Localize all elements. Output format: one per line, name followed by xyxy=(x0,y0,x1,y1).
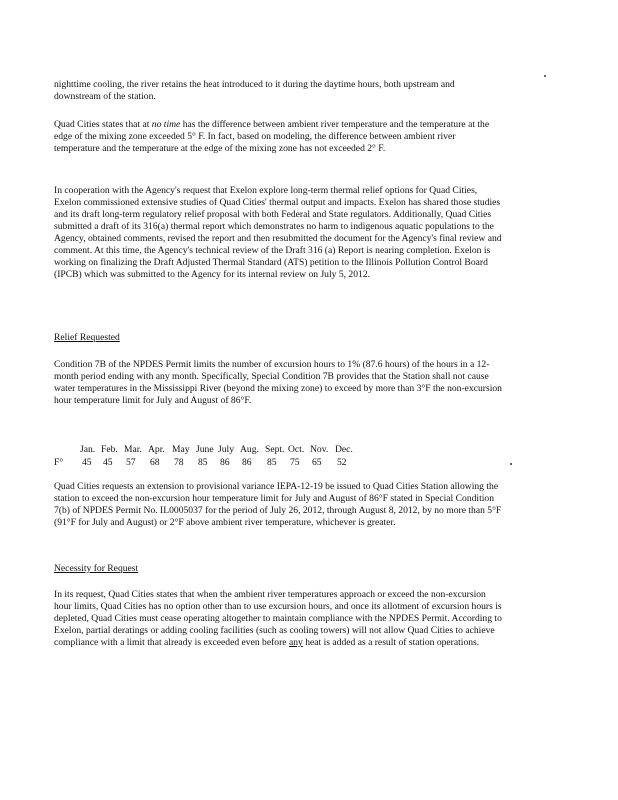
heading-relief-requested: Relief Requested xyxy=(54,332,120,343)
months-row xyxy=(52,443,412,456)
values-row xyxy=(52,456,412,469)
temperature-value: 45 xyxy=(103,457,113,468)
month-label: Sept. xyxy=(265,444,285,455)
month-label: Nov. xyxy=(310,444,329,455)
paragraph-cooperation: In cooperation with the Agency's request that Exelon explore long-term thermal relief options for Quad Cities, Exelon commissioned extensive studies of Quad Cities' thermal output and impacts. Exelon has shared those studies and its draft long-term regulatory relief proposal with both Federal and State regulators. Additionally, Quad Cities submitted a draft of its 316(a) thermal report which demonstrates no harm to indigenous aquatic populations to the Agency, obtained comments, revised the report and then resubmitted the document for the Agency's final review and comment. At this time, the Agency's technical review of the Draft 316 (a) Report is nearing completion. Exelon is working on finalizing the Draft Adjusted Thermal Standard (ATS) petition to the Illinois Pollution Control Board (IPCB) which was submitted to the Agency for its internal review on July 5, 2012. xyxy=(54,185,502,280)
row-label: F° xyxy=(54,457,64,468)
month-label: Apr. xyxy=(148,444,165,455)
paragraph-river-heat: nighttime cooling, the river retains the heat introduced to it during the daytime hours, both upstream and downstream of the station. xyxy=(54,79,455,102)
temperature-value: 78 xyxy=(174,457,184,468)
heading-necessity-for-request: Necessity for Request xyxy=(54,563,139,574)
temperature-value: 85 xyxy=(198,457,208,468)
temperature-value: 57 xyxy=(126,457,136,468)
temperature-limits-table xyxy=(52,443,412,469)
month-label: Aug. xyxy=(240,444,259,455)
paragraph-condition-7b: Condition 7B of the NPDES Permit limits the number of excursion hours to 1% (87.6 hours) of the hours in a 12-month period ending with any month. Specifically, Special Condition 7B provides that the Station shall not cause water temperatures in the Mississippi River (beyond the mixing zone) to exceed by more than 3°F the non-excursion hour temperature limit for July and August of 86°F. xyxy=(54,359,502,406)
scan-speck xyxy=(510,463,512,465)
month-label: Mar. xyxy=(124,444,142,455)
temperature-value: 52 xyxy=(337,457,347,468)
temperature-value: 86 xyxy=(220,457,230,468)
temperature-value: 75 xyxy=(290,457,300,468)
month-label: July xyxy=(218,444,234,455)
temperature-value: 65 xyxy=(312,457,322,468)
month-label: Oct. xyxy=(288,444,305,455)
temperature-value: 86 xyxy=(242,457,252,468)
paragraph-necessity xyxy=(54,589,502,649)
temperature-value: 85 xyxy=(267,457,277,468)
paragraph-text: In its request, Quad Cities states that when the ambient river temperatures approach or exceed the non-excursion hour limits, Quad Cities has no option other than to use excursion hours, and once its allotment of excursion hours is depleted, Quad Cities must cease operating altogether to maintain compliance with the NPDES Permit. According to Exelon, partial deratings or adding cooling facilities (such as cooling towers) will not allow Quad Cities to achieve compliance with a limit that already is exceeded even before xyxy=(54,589,502,648)
emphasis-no-time: no time xyxy=(151,119,181,130)
month-label: Feb. xyxy=(101,444,118,455)
paragraph-text: heat is added as a result of station operations. xyxy=(302,637,480,648)
paragraph-variance-request: Quad Cities requests an extension to provisional variance IEPA-12-19 be issued to Quad Cities Station allowing the station to exceed the non-excursion hour temperature limit for July and August of 86°F stated in Special Condition 7(b) of NPDES Permit No. IL0005037 for the period of July 26, 2012, through August 8, 2012, by no more than 5°F (91°F for July and August) or 2°F above ambient river temperature, whichever is greater. xyxy=(54,481,502,528)
month-label: June xyxy=(196,444,214,455)
paragraph-text: Quad Cities states that at xyxy=(54,119,152,130)
month-label: Dec. xyxy=(335,444,353,455)
paragraph-temperature-difference xyxy=(54,119,502,155)
month-label: Jan. xyxy=(80,444,96,455)
temperature-value: 68 xyxy=(150,457,160,468)
month-label: May xyxy=(172,444,190,455)
paragraph-text: has the difference between ambient river temperature and the temperature at the edge of the mixing zone exceeded 5° F. In fact, based on modeling, the difference between ambient river temperature and the temperature at the edge of the mixing zone has not exceeded 2° F. xyxy=(54,119,490,154)
scan-speck xyxy=(544,75,546,77)
emphasis-any: any xyxy=(288,637,303,648)
temperature-value: 45 xyxy=(82,457,92,468)
